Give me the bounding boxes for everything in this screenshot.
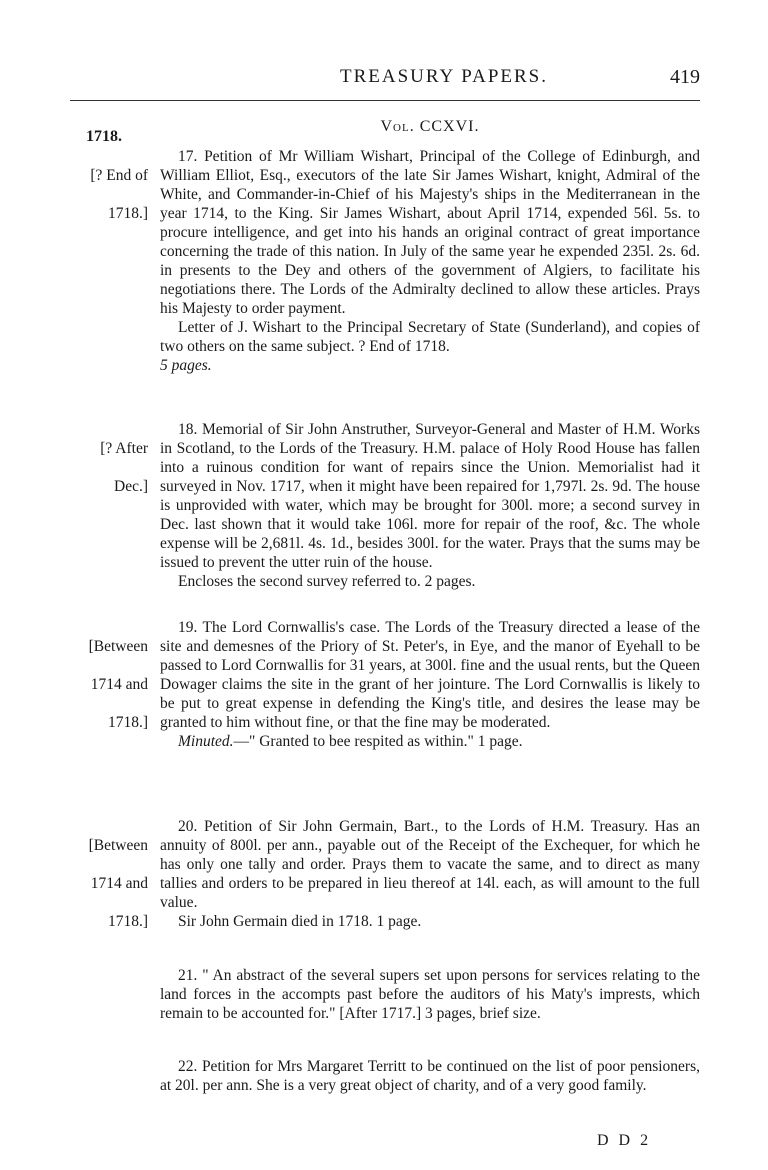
entry-text: 17. Petition of Mr William Wishart, Principal of the College of Edinburgh, and William Elliot, Esq., executors of the late Sir James Wishart, knight, Admiral of the White, and Commander-in-Chief of his Majesty's ships in the Mediterranean in the year 1714, to the King. Sir James Wishart, about April 1714, expended 56l. 5s. to procure intelligence, and get into his hands an original contract of great importance concerning the trade of this nation. In July of the same year he expended 235l. 2s. 6d. in presents to the Dey and others of the government of Algiers, to facilitate his negotiations there. The Lords of the Admiralty declined to allow these articles. Prays his Majesty to order payment. [160,148,700,317]
entry-note: Sir John Germain died in 1718. 1 page. [178,913,422,930]
date-note-line: 1714 and [90,676,148,693]
entry-date-note [66,147,148,242]
entry-pages: 5 pages. [160,357,212,374]
date-note-line: [? End of [90,167,148,184]
date-note-line: [Between [88,638,148,655]
entry-body [160,1057,700,1095]
entry-text: 18. Memorial of Sir John Anstruther, Surveyor-General and Master of H.M. Works in Scotland, to the Lords of the Treasury. H.M. palace of Holy Rood House has fallen into a ruinous condition for want of repairs since the Union. Memorialist had it surveyed in Nov. 1717, when it might have been repaired for 1,797l. 2s. 9d. The house is unprovided with water, which may be brought for 300l. more; a second survey in Dec. last shown that it would take 106l. more for repair of the roof, &c. The whole expense will be 2,681l. 4s. 1d., besides 300l. for the water. Prays that the sums may be issued to prevent the utter ruin of the house. [160,421,700,571]
minuted-text: —" Granted to bee respited as within." 1 page. [233,733,523,750]
date-note-line: 1714 and [90,875,148,892]
entry-body [160,817,700,931]
date-note-line: Dec.] [114,478,148,495]
year-marker: 1718. [86,128,122,145]
date-note-line: [Between [88,837,148,854]
date-note-line: 1718.] [107,913,148,930]
date-note-line: 1718.] [107,205,148,222]
entry-body [160,147,700,375]
entry-note: Encloses the second survey referred to. 2 pages. [178,573,476,590]
entry-note: Letter of J. Wishart to the Principal Secretary of State (Sunderland), and copies of two others on the same subject. ? End of 1718. [160,319,700,355]
entry-text: 21. " An abstract of the several supers set upon persons for services relating to the land forces in the accompts past before the auditors of his Maty's imprests, which remain to be accounted for." [After 1717.] 3 pages, brief size. [160,967,700,1022]
entry-date-note [66,618,148,751]
entry-body [160,618,700,751]
running-title: TREASURY PAPERS. [340,66,548,87]
signature-mark: D D 2 [597,1132,652,1149]
entry-text: 20. Petition of Sir John Germain, Bart., to the Lords of H.M. Treasury. Has an annuity of 800l. per ann., payable out of the Receipt of the Exchequer, for which he has only one tally and order. Prays them to vacate the same, and to direct as many tallies and orders to be prepared in lieu thereof at 14l. each, as will amount to the full value. [160,818,700,911]
volume-heading: Vol. CCXVI. [380,118,480,135]
page-number: 419 [670,66,700,88]
date-note-line: [? After [100,440,148,457]
entry-date-note [66,817,148,950]
entry-body [160,966,700,1023]
entry-text: 22. Petition for Mrs Margaret Territt to be continued on the list of poor pensioners, at 20l. per ann. She is a very great object of charity, and of a very good family. [160,1058,700,1094]
minuted-label: Minuted. [178,733,234,750]
entry-body [160,420,700,591]
running-header [160,66,700,94]
header-rule [70,100,700,101]
entry-date-note [66,420,148,515]
entry-text: 19. The Lord Cornwallis's case. The Lords of the Treasury directed a lease of the site and demesnes of the Priory of St. Peter's, in Eye, and the manor of Eyehall to be passed to Lord Cornwallis for 31 years, at 300l. fine and the usual rents, but the Queen Dowager claims the site in the grant of her jointure. The Lord Cornwallis is likely to be put to great expense in defending the King's title, and desires the lease may be granted to him without fine, or that the fine may be moderated. [160,619,700,731]
entry-note [160,732,700,751]
date-note-line: 1718.] [107,714,148,731]
